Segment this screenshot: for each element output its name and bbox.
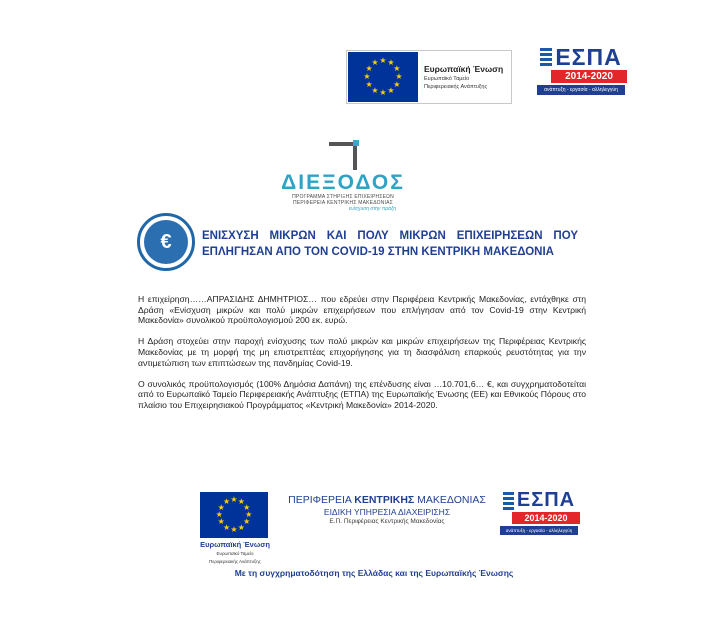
eu-logo-title: Ευρωπαϊκή Ένωση: [200, 540, 270, 549]
eu-star-icon: ★: [379, 88, 387, 97]
diexodos-sub2: ΠΕΡΙΦΕΡΕΙΑ ΚΕΝΤΡΙΚΗΣ ΜΑΚΕΔΟΝΙΑΣ: [293, 200, 393, 206]
eu-star-icon: ★: [230, 524, 238, 534]
eu-star-icon: ★: [215, 510, 223, 519]
espa-logo-bottom: [496, 489, 582, 535]
eu-star-icon: ★: [223, 522, 231, 532]
espa-tagline: ανάπτυξη - εργασία - αλληλεγγύη: [500, 526, 578, 535]
eu-star-icon: ★: [230, 495, 238, 505]
eu-logo-sub1: Ευρωπαϊκό Ταμείο: [424, 75, 470, 82]
eu-star-icon: ★: [243, 502, 251, 512]
espa-years: 2014-2020: [551, 70, 627, 83]
eu-logo-title: Ευρωπαϊκή Ένωση: [424, 63, 504, 74]
eu-star-icon: ★: [393, 64, 401, 73]
eu-star-icon: ★: [365, 64, 373, 73]
espa-logo-top: [533, 44, 629, 95]
eu-star-icon: ★: [217, 517, 225, 527]
page-title: ΕΝΙΣΧΥΣΗ ΜΙΚΡΩΝ ΚΑΙ ΠΟΛΥ ΜΙΚΡΩΝ ΕΠΙΧΕΙΡΗΣΕΩΝ ΠΟΥ ΕΠΛΗΓΗΣΑΝ ΑΠΟ ΤΟΝ COVID-19 ΣΤΗΝ ΚΕΝΤΡΙΚΗ ΜΑΚΕΔΟΝΙΑ: [202, 230, 578, 258]
eu-star-icon: ★: [371, 58, 379, 68]
espa-word: ΕΣΠΑ: [555, 44, 622, 70]
euro-coin-icon: €: [137, 213, 195, 271]
eu-star-icon: ★: [393, 80, 401, 89]
eu-logo-top: [346, 50, 512, 104]
diexodos-name: ΔΙΕΞΟΔΟΣ: [281, 171, 405, 194]
eu-star-icon: ★: [245, 510, 253, 519]
diexodos-mark-icon: [329, 142, 357, 170]
eu-star-icon: ★: [217, 502, 225, 512]
eu-logo-sub1: Ευρωπαϊκό Ταμείο: [216, 551, 254, 556]
eu-logo-sub2: Περιφερειακής Ανάπτυξης: [209, 558, 261, 564]
region-authority-block: [282, 494, 492, 526]
eu-star-icon: ★: [395, 72, 403, 81]
paragraph-goal: Η Δράση στοχεύει στην παροχή ενίσχυσης των πολύ μικρών και μικρών επιχειρήσεων της Περιφέρειας Κεντρικής Μακεδονίας με τη μορφή της μη επιστρεπτέας επιχορήγησης για τη διασφάλιση επαρκούς ρευστότητας για την αντιμετώπιση των επιπτώσεων της πανδημίας Covid-19.: [138, 336, 586, 368]
espa-tagline: ανάπτυξη - εργασία - αλληλεγγύη: [537, 85, 625, 95]
diexodos-logo: [280, 142, 406, 212]
eu-star-icon: ★: [379, 56, 387, 65]
eu-star-icon: ★: [237, 522, 245, 532]
paragraph-intro: Η επιχείρηση……ΑΠΡΑΣΙΔΗΣ ΔΗΜΗΤΡΙΟΣ… που εδρεύει στην Περιφέρεια Κεντρικής Μακεδονίας, εντάχθηκε στη Δράση «Ενίσχυση μικρών και πολύ μικρών επιχειρήσεων που επλήγησαν από τον Covid-19 στην Κεντρική Μακεδονία» συνολικού προϋπολογισμού 200 εκ. ευρώ.: [138, 294, 586, 326]
eu-flag-icon: [348, 52, 418, 102]
managing-authority: ΕΙΔΙΚΗ ΥΠΗΡΕΣΙΑ ΔΙΑΧΕΙΡΙΣΗΣ: [323, 507, 451, 517]
eu-star-icon: ★: [371, 85, 379, 95]
eu-star-icon: ★: [237, 497, 245, 507]
eu-logo-bottom: [200, 492, 270, 564]
eu-star-icon: ★: [363, 72, 371, 81]
cofunding-footer: Με τη συγχρηματοδότηση της Ελλάδας και της Ευρωπαϊκής Ένωσης: [234, 568, 514, 578]
espa-years: 2014-2020: [512, 512, 580, 524]
diexodos-tagline: ενίσχυση στην πράξη: [348, 206, 396, 212]
greek-flag-icon: [503, 492, 514, 510]
eu-logo-sub2: Περιφερειακής Ανάπτυξης: [424, 84, 488, 90]
paragraph-budget: Ο συνολικός προϋπολογισμός (100% Δημόσια Δαπάνη) της επένδυσης είναι …10.701,6… €, και συγχρηματοδοτείται από το Ευρωπαϊκό Ταμείο Περιφερειακής Ανάπτυξης (ΕΤΠΑ) της Ευρωπαϊκής Ένωσης (ΕΕ) και Εθνικούς Πόρους στο πλαίσιο του Επιχειρησιακού Προγράμματος «Κεντρική Μακεδονία» 2014-2020.: [138, 378, 586, 410]
eu-star-icon: ★: [387, 85, 395, 95]
greek-flag-icon: [540, 48, 552, 66]
operational-program: Ε.Π. Περιφέρειας Κεντρικής Μακεδονίας: [329, 518, 445, 525]
eu-flag-icon: [200, 492, 268, 538]
espa-word: ΕΣΠΑ: [516, 489, 576, 511]
eu-star-icon: ★: [387, 58, 395, 68]
eu-star-icon: ★: [365, 80, 373, 89]
region-title: ΠΕΡΙΦΕΡΕΙΑ ΚΕΝΤΡΙΚΗΣ ΜΑΚΕΔΟΝΙΑΣ: [288, 494, 486, 506]
eu-star-icon: ★: [243, 517, 251, 527]
body-text: [138, 294, 586, 421]
diexodos-sub1: ΠΡΟΓΡΑΜΜΑ ΣΤΗΡΙΞΗΣ ΕΠΙΧΕΙΡΗΣΕΩΝ: [292, 194, 394, 200]
eu-star-icon: ★: [223, 497, 231, 507]
